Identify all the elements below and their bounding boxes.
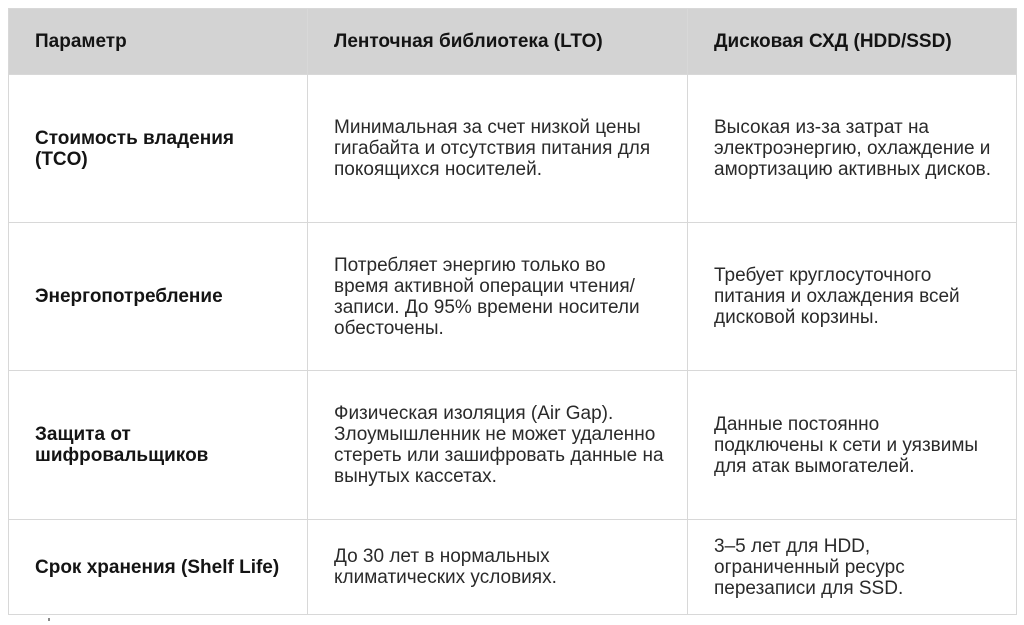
table-row [9, 371, 1017, 520]
cell-disk-energy: Требует круглосуточного питания и охлаждения всей дисковой корзины. [688, 223, 1017, 371]
table-row [9, 520, 1017, 615]
header-row [9, 9, 1017, 75]
comparison-table [8, 8, 1017, 615]
table-row [9, 75, 1017, 223]
cell-disk-shelf-life: 3–5 лет для HDD, ограниченный ресурс перезаписи для SSD. [688, 520, 1017, 615]
cell-disk-tco: Высокая из-за затрат на электроэнергию, охлаждение и амортизацию активных дисков. [688, 75, 1017, 223]
cell-lto-ransomware: Физическая изоляция (Air Gap). Злоумышленник не может удаленно стереть или зашифровать данные на вынутых кассетах. [308, 371, 688, 520]
header-lto: Ленточная библиотека (LTO) [308, 9, 688, 75]
row-parameter-tco: Стоимость владения (TCO) [9, 75, 308, 223]
table-body [9, 75, 1017, 615]
row-parameter-shelf-life: Срок хранения (Shelf Life) [9, 520, 308, 615]
header-disk: Дисковая СХД (HDD/SSD) [688, 9, 1017, 75]
table-row [9, 223, 1017, 371]
cell-lto-shelf-life: До 30 лет в нормальных климатических условиях. [308, 520, 688, 615]
cell-lto-tco: Минимальная за счет низкой цены гигабайта и отсутствия питания для покоящихся носителей. [308, 75, 688, 223]
table-header [9, 9, 1017, 75]
row-parameter-energy: Энергопотребление [9, 223, 308, 371]
cell-lto-energy: Потребляет энергию только во время активной операции чтения/записи. До 95% времени носители обесточены. [308, 223, 688, 371]
header-parameter: Параметр [9, 9, 308, 75]
cell-disk-ransomware: Данные постоянно подключены к сети и уязвимы для атак вымогателей. [688, 371, 1017, 520]
row-parameter-ransomware: Защита от шифровальщиков [9, 371, 308, 520]
stray-mark [48, 618, 50, 621]
